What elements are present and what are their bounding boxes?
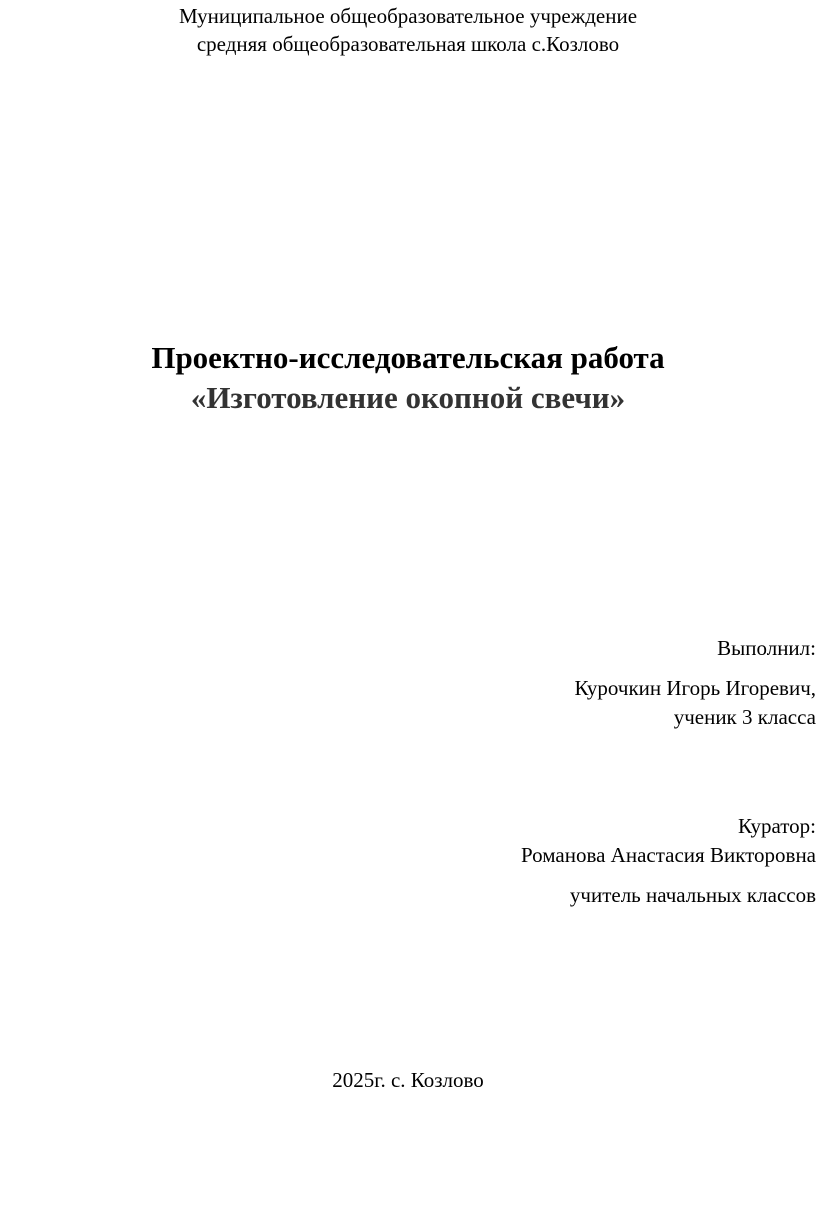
curator-label: Куратор: xyxy=(738,814,816,838)
footer-place-date: 2025г. с. Козлово xyxy=(332,1068,484,1092)
project-title xyxy=(0,338,816,418)
performer-label: Выполнил: xyxy=(717,636,816,660)
performer-role: ученик 3 класса xyxy=(673,705,816,729)
curator-role: учитель начальных классов xyxy=(569,883,816,907)
curator-block xyxy=(396,812,816,870)
school-header-line1: Муниципальное общеобразовательное учреждение xyxy=(178,4,638,28)
school-header xyxy=(0,2,816,58)
curator-name: Романова Анастасия Викторовна xyxy=(521,843,816,867)
performer-label-block xyxy=(396,634,816,663)
performer-block xyxy=(396,674,816,732)
performer-name: Курочкин Игорь Игоревич, xyxy=(574,676,816,700)
curator-role-block xyxy=(396,881,816,910)
school-header-line2: средняя общеобразовательная школа с.Козлово xyxy=(196,32,620,56)
project-title-line2: «Изготовление окопной свечи» xyxy=(190,380,626,415)
project-title-line1: Проектно-исследовательская работа xyxy=(151,340,665,375)
